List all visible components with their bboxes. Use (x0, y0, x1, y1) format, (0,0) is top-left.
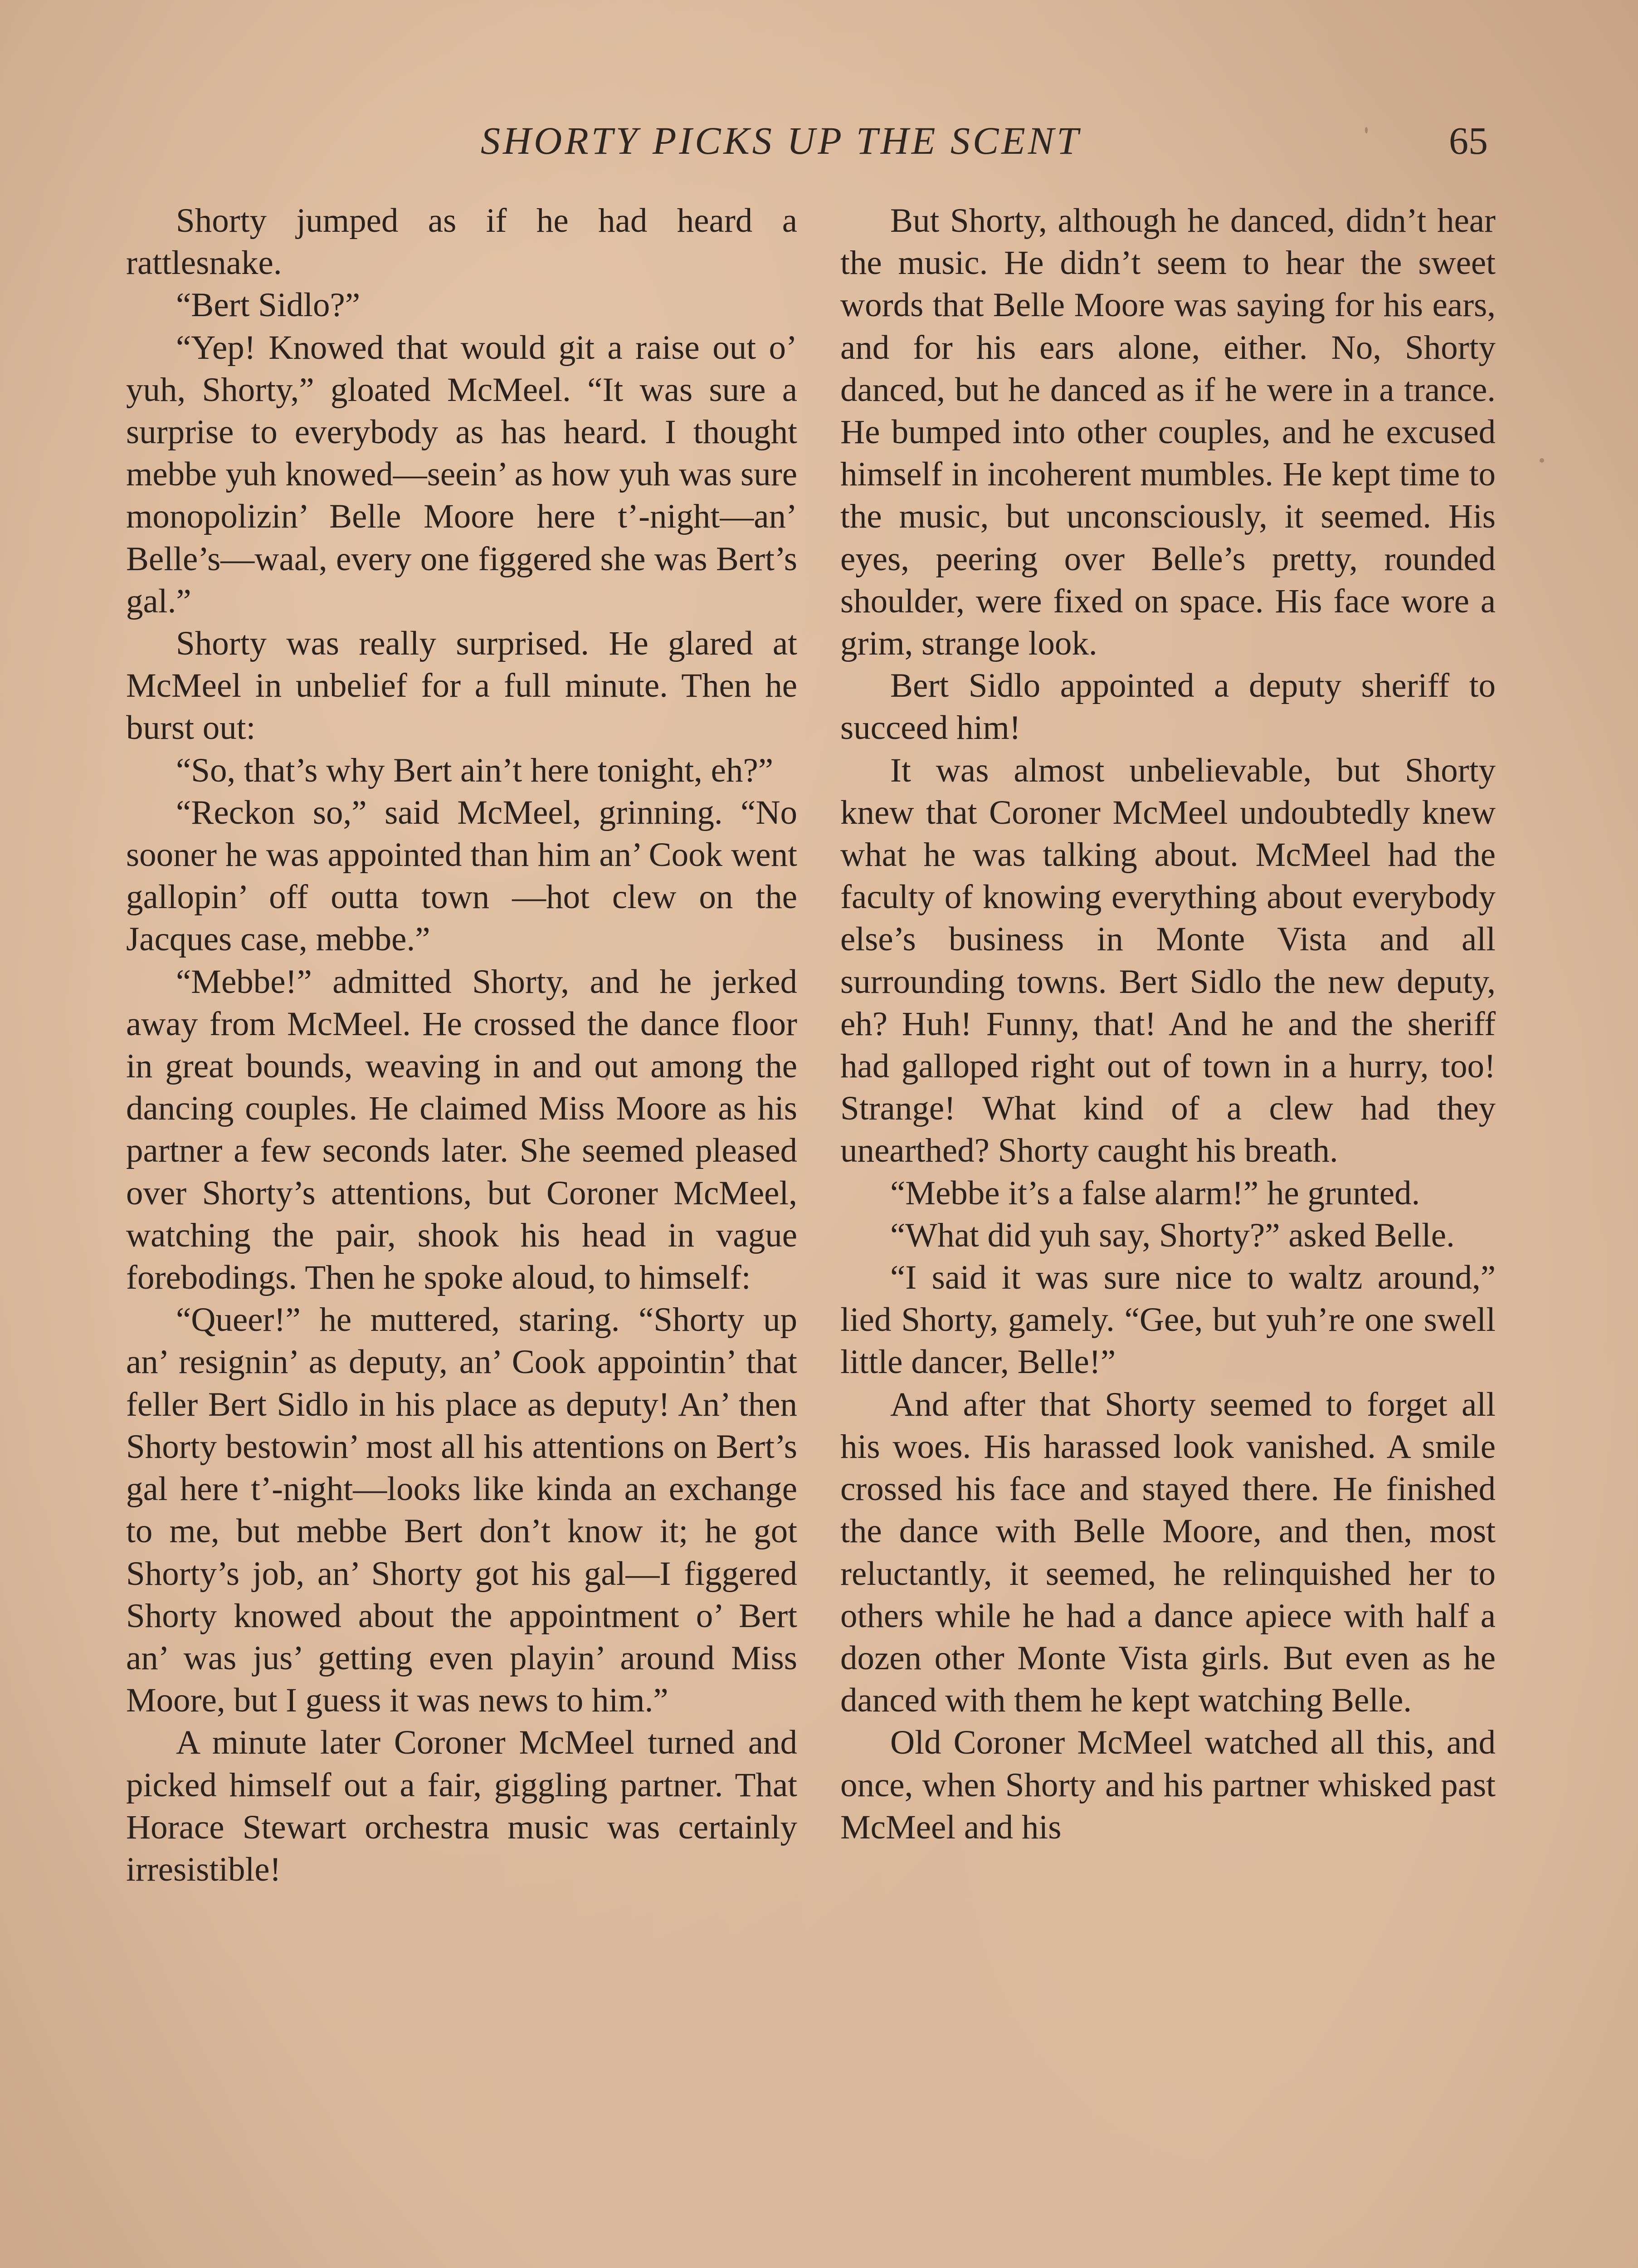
paragraph: “So, that’s why Bert ain’t here tonight, eh?” (176, 751, 774, 789)
running-head (0, 113, 1638, 177)
paragraph: Old Coroner McMeel watched all this, and once, when Shorty and his partner whisked past McMeel and his (840, 1724, 1496, 1846)
page-number: 65 (1449, 119, 1488, 162)
paragraph: And after that Shorty seemed to forget all his woes. His harassed look vanished. A smile crossed his face and stayed there. He finished the dance with Belle Moore, and then, most reluctantly, it seemed, he relinquished her to others while he had a dance apiece with half a dozen other Monte Vista girls. But even as he danced with them he kept watching Belle. (840, 1385, 1496, 1720)
paper-speck (1540, 458, 1544, 463)
paper-speck (605, 1075, 608, 1080)
paragraph: Bert Sidlo appointed a deputy sheriff to succeed him! (840, 667, 1496, 747)
left-column (126, 200, 797, 1891)
paper-speck (1365, 127, 1368, 133)
paragraph: A minute later Coroner McMeel turned and picked himself out a fair, giggling partner. That Horace Stewart orchestra music was certainly irresistible! (126, 1724, 797, 1888)
paragraph: “Queer!” he muttered, staring. “Shorty up an’ resignin’ as deputy, an’ Cook appointin’ that feller Bert Sidlo in his place as deputy! An’ then Shorty bestowin’ most all his attentions on Bert’s gal here t’-night—looks like kinda an exchange to me, but mebbe Bert don’t know it; he got Shorty’s job, an’ Shorty got his gal—I figgered Shorty knowed about the appointment o’ Bert an’ was jus’ getting even playin’ around Miss Moore, but I guess it was news to him.” (126, 1301, 797, 1720)
paragraph: “Bert Sidlo?” (176, 286, 361, 324)
paragraph: It was almost unbelievable, but Shorty knew that Coroner McMeel undoubtedly knew what he was talking about. McMeel had the faculty of knowing everything about everybody else’s business in Monte Vista and all surrounding towns. Bert Sidlo the new deputy, eh? Huh! Funny, that! And he and the sheriff had galloped right out of town in a hurry, too! Strange! What kind of a clew had they unearthed? Shorty caught his breath. (840, 751, 1496, 1170)
paragraph: But Shorty, although he danced, didn’t hear the music. He didn’t seem to hear the sweet words that Belle Moore was saying for his ears, and for his ears alone, either. No, Shorty danced, but he danced as if he were in a trance. He bumped into other couples, and he excused himself in incoherent mumbles. He kept time to the music, but unconsciously, it seemed. His eyes, peering over Belle’s pretty, rounded shoulder, were fixed on space. His face wore a grim, strange look. (840, 202, 1496, 663)
paragraph: “What did yuh say, Shorty?” asked Belle. (890, 1216, 1455, 1254)
paragraph: “I said it was sure nice to waltz around,” lied Shorty, gamely. “Gee, but yuh’re one swell little dancer, Belle!” (840, 1259, 1496, 1381)
paragraph: “Mebbe!” admitted Shorty, and he jerked away from McMeel. He crossed the dance floor in great bounds, weaving in and out among the dancing couples. He claimed Miss Moore as his partner a few seconds later. She seemed pleased over Shorty’s attentions, but Coroner McMeel, watching the pair, shook his head in vague forebodings. Then he spoke aloud, to himself: (126, 963, 797, 1297)
paragraph: “Reckon so,” said McMeel, grinning. “No sooner he was appointed than him an’ Cook went gallopin’ off outta town —hot clew on the Jacques case, mebbe.” (126, 793, 797, 958)
paragraph: “Yep! Knowed that would git a raise out o’ yuh, Shorty,” gloated McMeel. “It was sure a surprise to everybody as has heard. I thought mebbe yuh knowed—seein’ as how yuh was sure monopolizin’ Belle Moore here t’-night—an’ Belle’s—waal, every one figgered she was Bert’s gal.” (126, 328, 797, 620)
right-column (840, 200, 1496, 1848)
paragraph: Shorty jumped as if he had heard a rattlesnake. (126, 202, 797, 282)
paragraph: “Mebbe it’s a false alarm!” he grunted. (890, 1174, 1420, 1212)
running-title: SHORTY PICKS UP THE SCENT (481, 119, 1081, 162)
paragraph: Shorty was really surprised. He glared at McMeel in unbelief for a full minute. Then he burst out: (126, 625, 797, 747)
